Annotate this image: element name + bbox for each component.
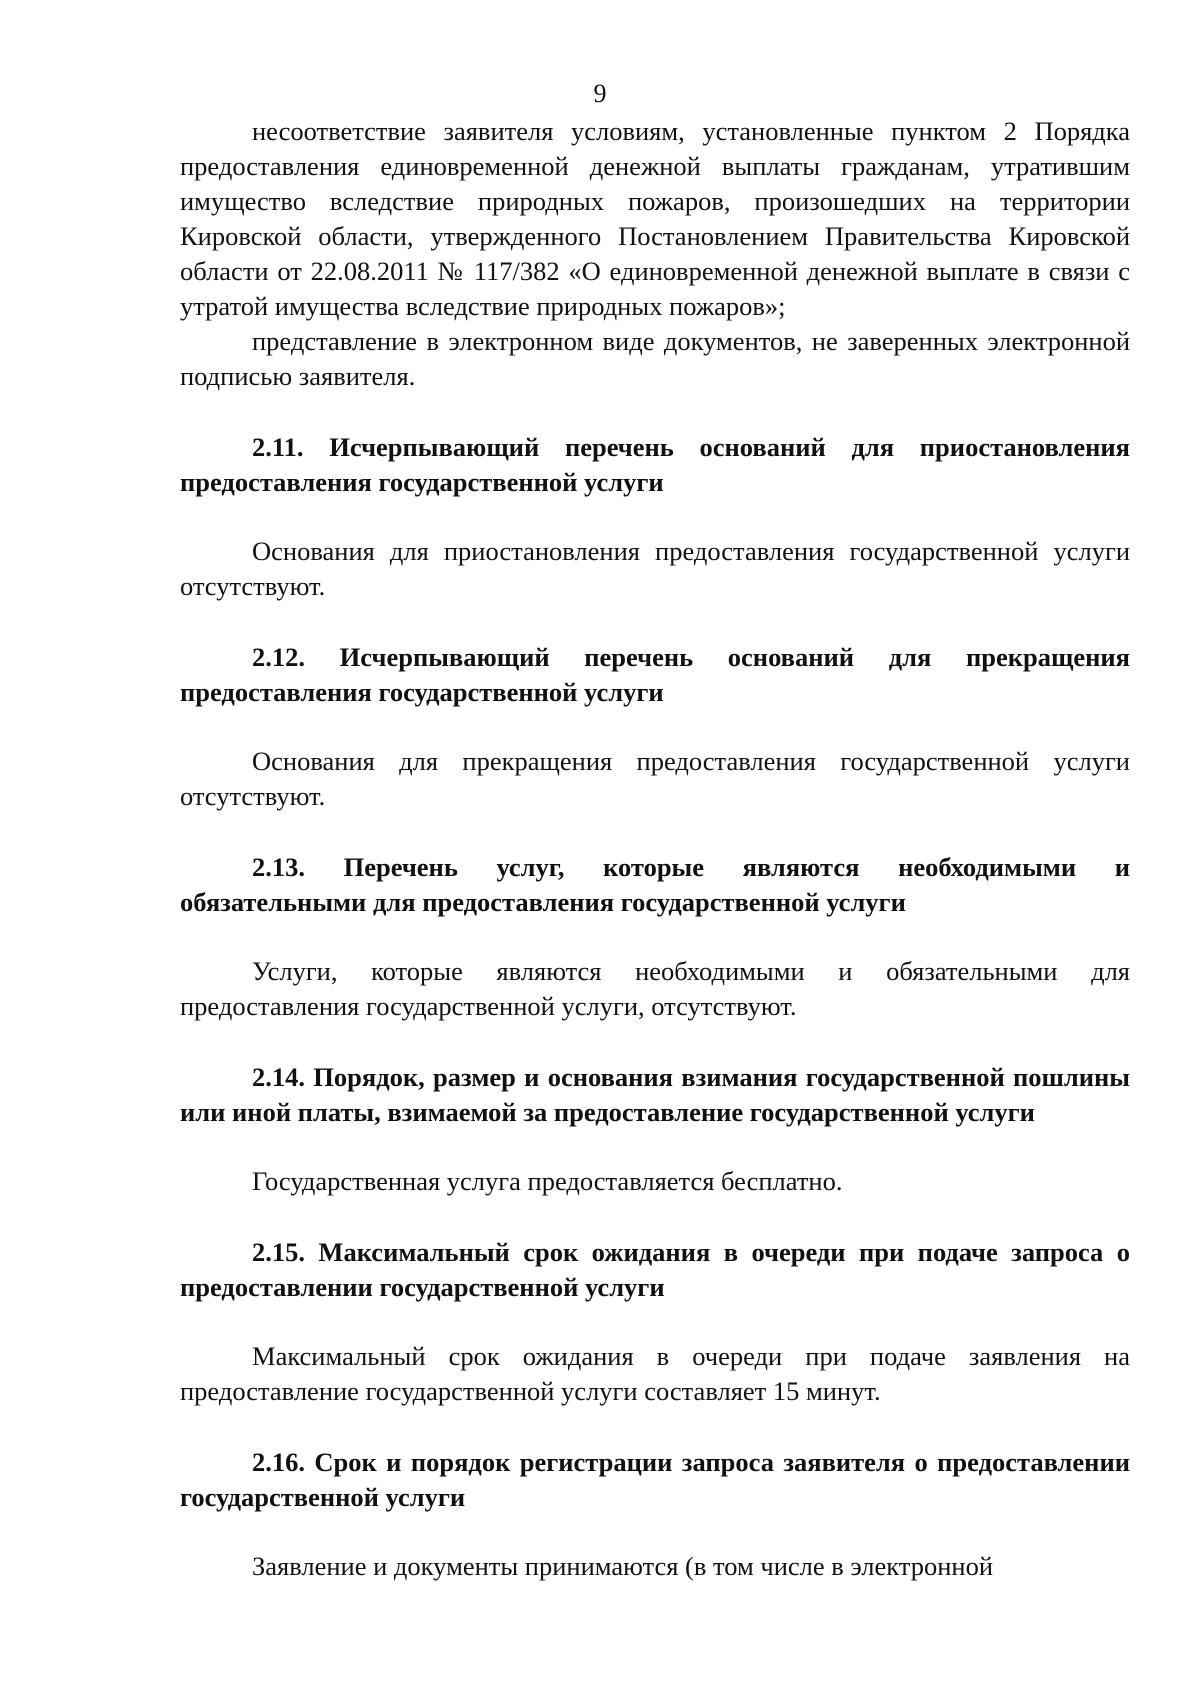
section-body-2-15: Максимальный срок ожидания в очереди при подаче заявления на предоставление государственной услуги составляет 15 минут. <box>180 1341 1130 1406</box>
section-body-2-11: Основания для приостановления предоставления государственной услуги отсутствуют. <box>180 536 1130 601</box>
paragraph-unsigned-documents: представление в электронном виде документов, не заверенных электронной подписью заявителя. <box>180 326 1130 391</box>
section-heading-2-16: 2.16. Срок и порядок регистрации запроса заявителя о предоставлении государственной услуги <box>180 1447 1130 1512</box>
section-heading-2-12: 2.12. Исчерпывающий перечень оснований для прекращения предоставления государственной услуги <box>180 642 1130 707</box>
section-heading-2-14: 2.14. Порядок, размер и основания взимания государственной пошлины или иной платы, взимаемой за предоставление государственной услуги <box>180 1062 1130 1127</box>
section-body-2-16: Заявление и документы принимаются (в том числе в электронной <box>252 1551 994 1581</box>
section-heading-2-15: 2.15. Максимальный срок ожидания в очереди при подаче запроса о предоставлении государственной услуги <box>180 1237 1130 1302</box>
section-body-2-14: Государственная услуга предоставляется бесплатно. <box>252 1166 843 1196</box>
section-body-2-12: Основания для прекращения предоставления государственной услуги отсутствуют. <box>180 746 1130 811</box>
section-heading-2-11: 2.11. Исчерпывающий перечень оснований для приостановления предоставления государственной услуги <box>180 432 1130 497</box>
paragraph-applicant-nonconformity: несоответствие заявителя условиям, установленные пунктом 2 Порядка предоставления единовременной денежной выплаты гражданам, утратившим имущество вследствие природных пожаров, произошедших на территории Кировской области, утвержденного Постановлением Правительства Кировской области от 22.08.2011 № 117/382 «О единовременной денежной выплате в связи с утратой имущества вследствие природных пожаров»; <box>180 116 1130 321</box>
section-heading-2-13: 2.13. Перечень услуг, которые являются необходимыми и обязательными для предоставления государственной услуги <box>180 852 1130 917</box>
document-body <box>180 114 1130 1584</box>
section-body-2-13: Услуги, которые являются необходимыми и обязательными для предоставления государственной услуги, отсутствуют. <box>180 956 1130 1021</box>
page-number: 9 <box>593 79 607 108</box>
